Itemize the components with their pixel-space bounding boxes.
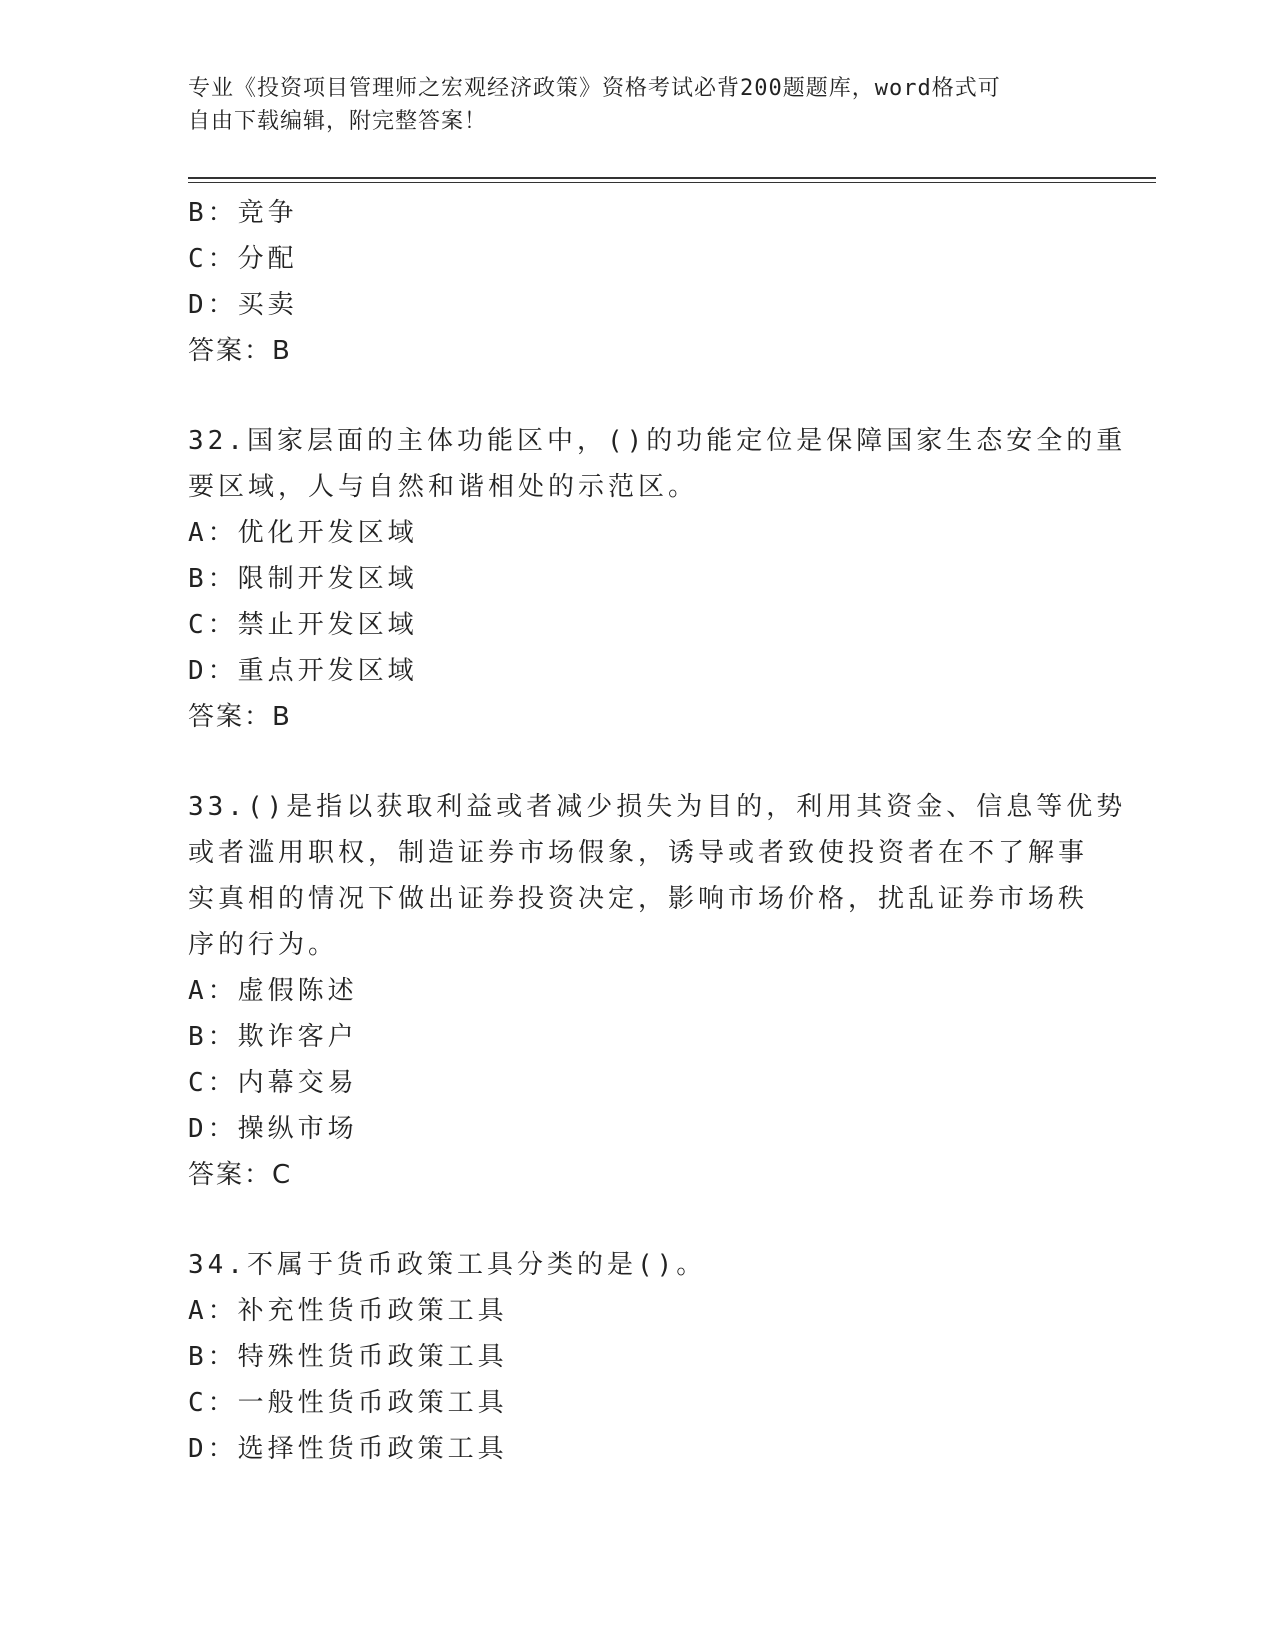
question-text-line: 序的行为。	[188, 930, 339, 960]
question-text-line: 32.国家层面的主体功能区中，()的功能定位是保障国家生态安全的重	[188, 426, 1127, 456]
option-b: B：特殊性货币政策工具	[188, 1342, 508, 1372]
question-text-line: 33.()是指以获取利益或者减少损失为目的，利用其资金、信息等优势	[188, 792, 1127, 822]
option-a: A：虚假陈述	[188, 976, 358, 1006]
question-32	[188, 418, 1127, 740]
option-b: B：限制开发区域	[188, 564, 418, 594]
document-header	[188, 72, 1068, 138]
option-c: C：内幕交易	[188, 1068, 358, 1098]
option-b: B：竞争	[188, 198, 298, 228]
option-c: C：一般性货币政策工具	[188, 1388, 508, 1418]
option-b: B：欺诈客户	[188, 1022, 358, 1052]
question-text-line: 或者滥用职权，制造证券市场假象，诱导或者致使投资者在不了解事	[188, 838, 1089, 868]
question-33	[188, 784, 1127, 1198]
question-list	[188, 190, 1127, 1472]
question-31	[188, 190, 1088, 374]
question-text-line: 实真相的情况下做出证券投资决定，影响市场价格，扰乱证券市场秩	[188, 884, 1089, 914]
question-34	[188, 1242, 1088, 1472]
option-d: D：选择性货币政策工具	[188, 1434, 508, 1464]
header-line-2: 自由下载编辑，附完整答案！	[188, 109, 488, 134]
question-text-line: 要区域，人与自然和谐相处的示范区。	[188, 472, 699, 502]
option-c: C：禁止开发区域	[188, 610, 418, 640]
option-a: A：优化开发区域	[188, 518, 418, 548]
header-divider	[188, 177, 1156, 183]
option-d: D：操纵市场	[188, 1114, 358, 1144]
option-c: C：分配	[188, 244, 298, 274]
option-d: D：重点开发区域	[188, 656, 418, 686]
header-line-1: 专业《投资项目管理师之宏观经济政策》资格考试必背200题题库，word格式可	[188, 76, 1001, 101]
answer-line: 答案：B	[188, 702, 292, 732]
answer-line: 答案：C	[188, 1160, 293, 1190]
answer-line: 答案：B	[188, 336, 292, 366]
option-d: D：买卖	[188, 290, 298, 320]
question-text-line: 34.不属于货币政策工具分类的是()。	[188, 1250, 707, 1280]
option-a: A：补充性货币政策工具	[188, 1296, 508, 1326]
